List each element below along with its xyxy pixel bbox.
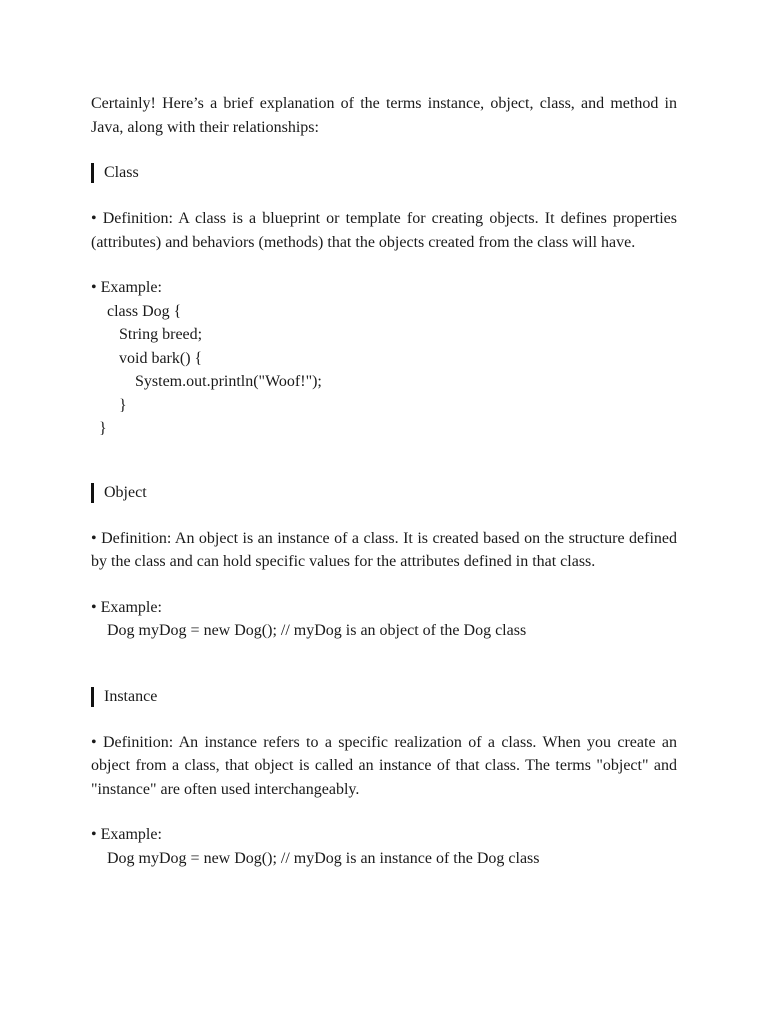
class-example-code: class Dog { String breed; void bark() { System.out.println("Woof!"); } }: [99, 302, 322, 437]
section-heading-class: [91, 161, 677, 185]
section-heading-label: Object: [104, 483, 147, 501]
heading-bar-icon: [91, 483, 94, 503]
object-example-label: • Example:: [91, 598, 162, 616]
section-heading-label: Class: [104, 164, 139, 181]
intro-paragraph: Certainly! Here’s a brief explanation of the terms instance, object, class, and method in Java, along with their relationships:: [91, 95, 677, 136]
heading-bar-icon: [91, 163, 94, 183]
heading-bar-icon: [91, 687, 94, 707]
object-example-code: Dog myDog = new Dog(); // myDog is an object of the Dog class: [91, 622, 527, 639]
instance-definition: • Definition: An instance refers to a specific realization of a class. When you create an object from a class, that object is called an instance of that class. The terms "object" and "instance" are often used interchangeably.: [91, 733, 677, 798]
section-heading-instance: [91, 685, 677, 709]
class-example-label: • Example:: [91, 279, 162, 296]
class-definition: • Definition: A class is a blueprint or template for creating objects. It defines properties (attributes) and behaviors (methods) that the objects created from the class will have.: [91, 210, 677, 251]
document-page: [91, 92, 677, 870]
object-definition: • Definition: An object is an instance of a class. It is created based on the structure defined by the class and can hold specific values for the attributes defined in that class.: [91, 529, 677, 570]
instance-example-label: • Example:: [91, 826, 162, 843]
section-heading-object: [91, 481, 677, 505]
section-heading-label: Instance: [104, 687, 158, 705]
instance-example-code: Dog myDog = new Dog(); // myDog is an instance of the Dog class: [91, 849, 540, 867]
